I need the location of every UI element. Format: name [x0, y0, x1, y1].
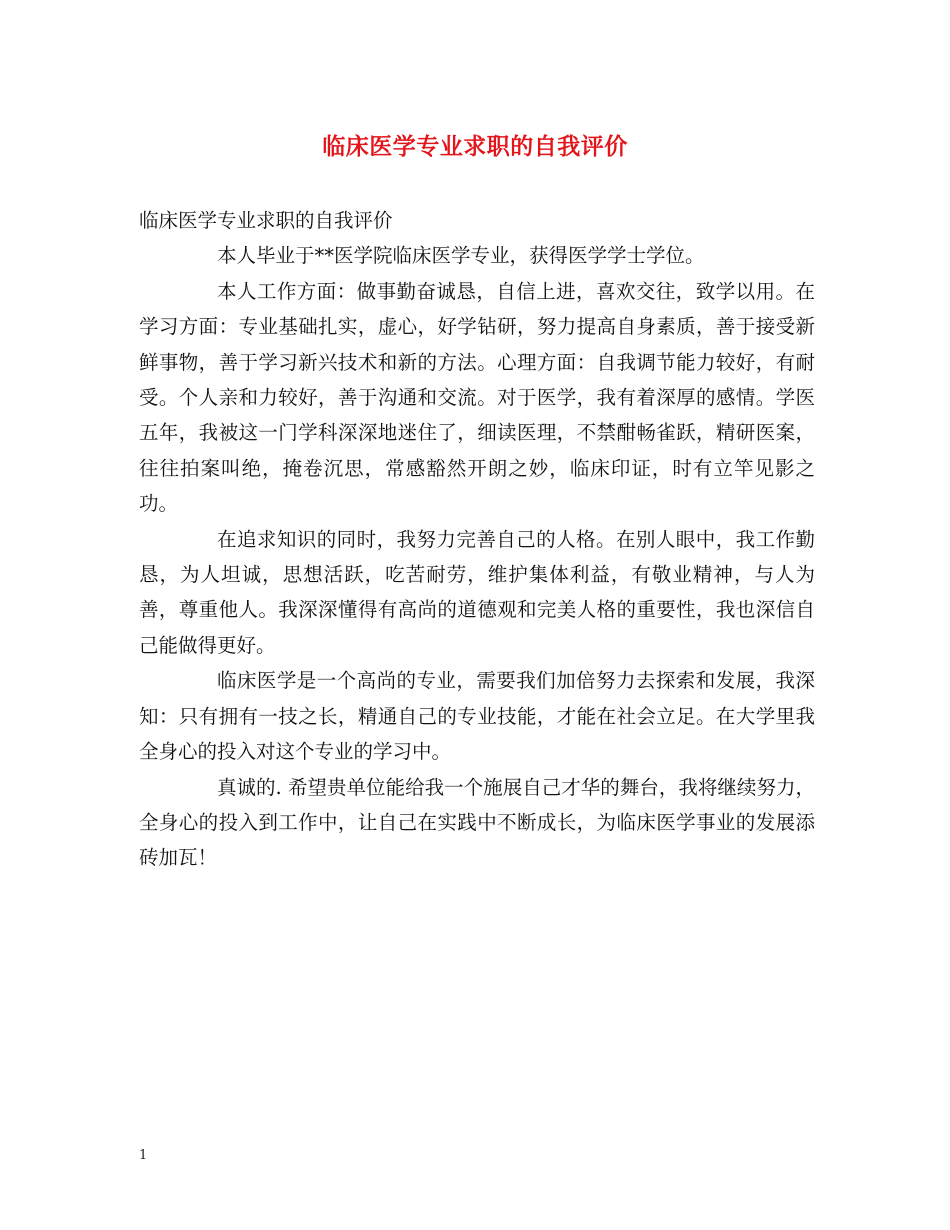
- paragraph-work-study-attitude: 本人工作方面：做事勤奋诚恳，自信上进，喜欢交往，致学以用。在学习方面：专业基础扎实，虚心，好学钻研，努力提高自身素质，善于接受新鲜事物，善于学习新兴技术和新的方法。心理方面：自我调节能力较好，有耐受。个人亲和力较好，善于沟通和交流。对于医学，我有着深厚的感情。学医五年，我被这一门学科深深地迷住了，细读医理，不禁酣畅雀跃，精研医案，往往拍案叫绝，掩卷沉思，常感豁然开朗之妙，临床印证，时有立竿见影之功。: [139, 279, 815, 516]
- paragraph-graduation: 本人毕业于**医学院临床医学专业，获得医学学士学位。: [217, 244, 705, 268]
- paragraph-closing: 真诚的. 希望贵单位能给我一个施展自己才华的舞台，我将继续努力，全身心的投入到工作中，让自己在实践中不断成长，为临床医学事业的发展添砖加瓦！: [139, 775, 815, 870]
- paragraph-character: 在追求知识的同时，我努力完善自己的人格。在别人眼中，我工作勤恳，为人坦诚，思想活跃，吃苦耐劳，维护集体利益，有敬业精神，与人为善，尊重他人。我深深懂得有高尚的道德观和完美人格的重要性，我也深信自己能做得更好。: [139, 527, 815, 657]
- document-body: [139, 203, 815, 876]
- paragraph-profession: 临床医学是一个高尚的专业，需要我们加倍努力去探索和发展，我深知：只有拥有一技之长，精通自己的专业技能，才能在社会立足。在大学里我全身心的投入对这个专业的学习中。: [139, 669, 815, 764]
- document-subtitle: 临床医学专业求职的自我评价: [139, 209, 393, 232]
- document-title: 临床医学专业求职的自我评价: [322, 133, 628, 160]
- page-number: 1: [139, 1148, 148, 1163]
